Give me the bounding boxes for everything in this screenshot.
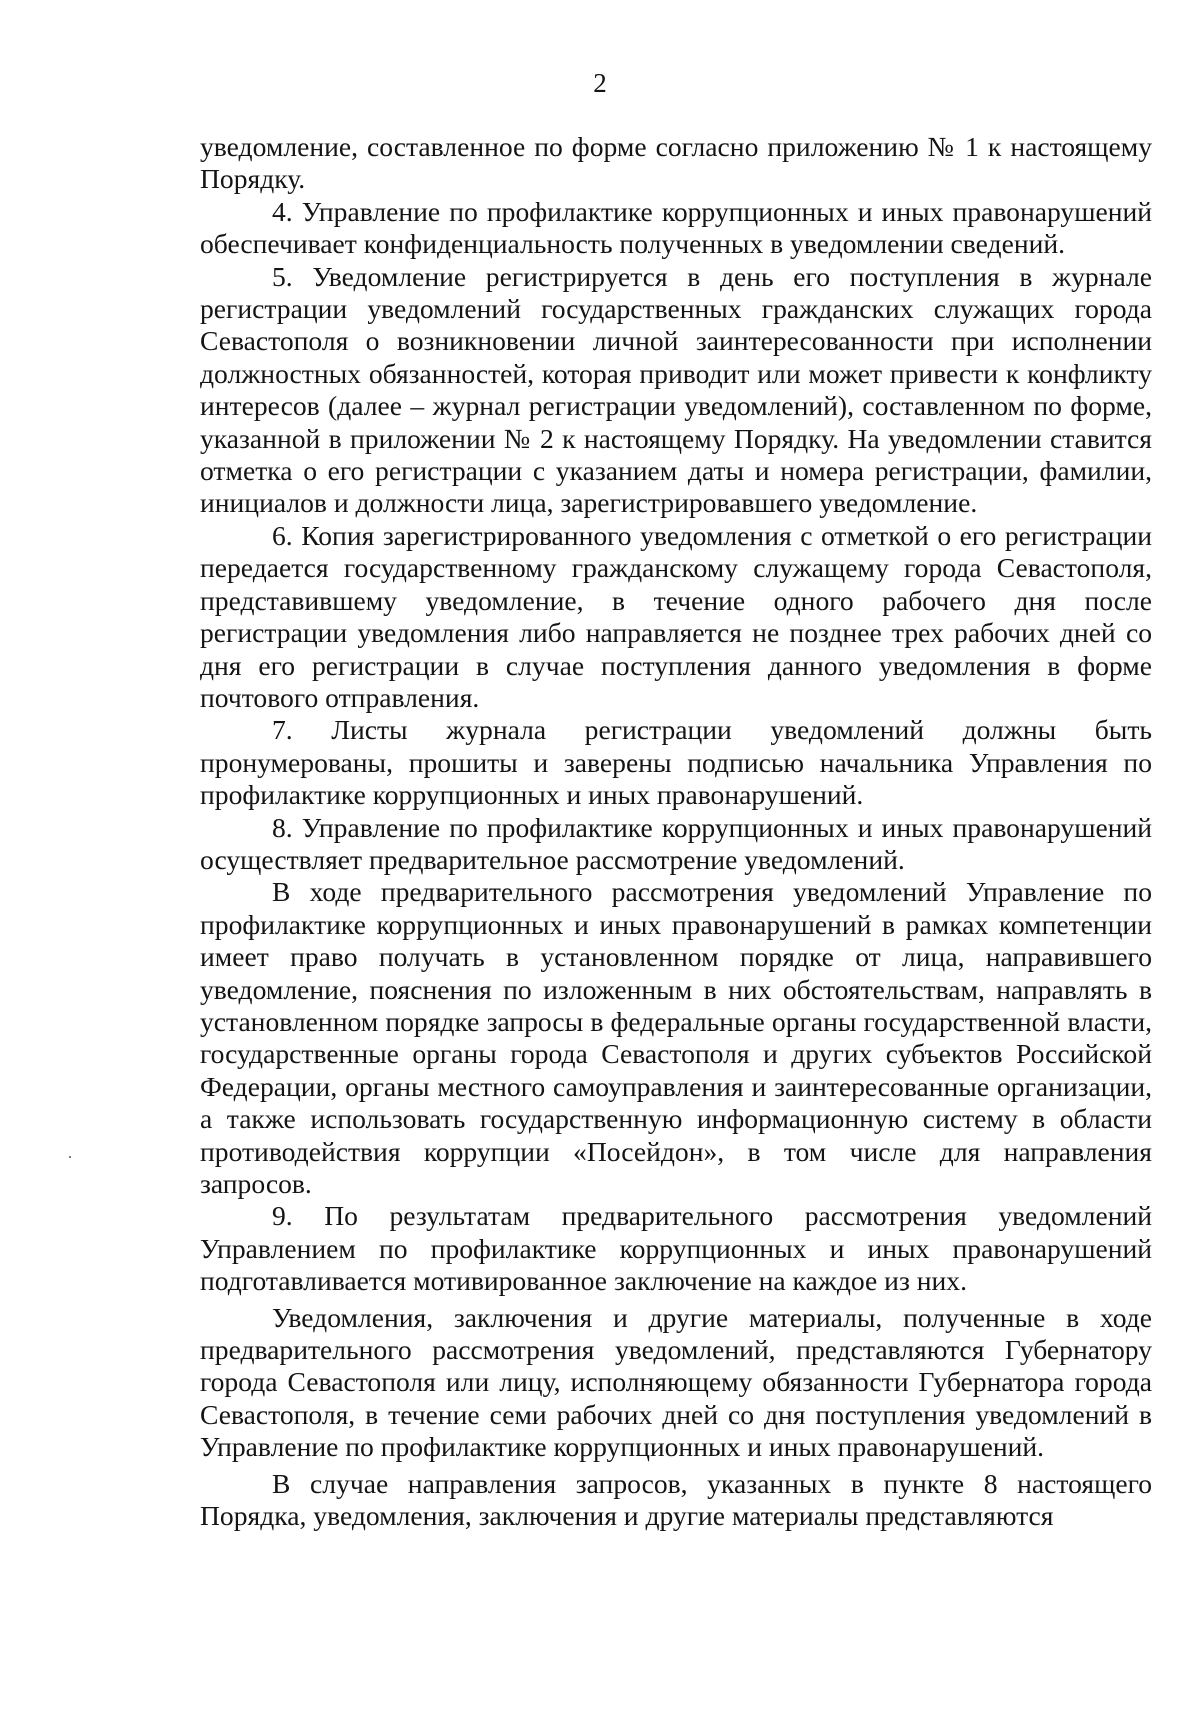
- paragraph-4: 4. Управление по профилактике коррупционных и иных правонарушений обеспечивает конфиденциальность полученных в уведомлении сведений.: [200, 195, 1152, 260]
- paragraph-9: 9. По результатам предварительного рассмотрения уведомлений Управлением по профилактике коррупционных и иных правонарушений подготавливается мотивированное заключение на каждое из них.: [200, 1200, 1152, 1297]
- paragraph-5: 5. Уведомление регистрируется в день его поступления в журнале регистрации уведомлений государственных гражданских служащих города Севастополя о возникновении личной заинтересованности при исполнении должностных обязанностей, которая приводит или может привести к конфликту интересов (далее – журнал регистрации уведомлений), составленном по форме, указанной в приложении № 2 к настоящему Порядку. На уведомлении ставится отметка о его регистрации с указанием даты и номера регистрации, фамилии, инициалов и должности лица, зарегистрировавшего уведомление.: [200, 260, 1152, 519]
- paragraph-7: 7. Листы журнала регистрации уведомлений должны быть пронумерованы, прошиты и заверены подписью начальника Управления по профилактике коррупционных и иных правонарушений.: [200, 714, 1152, 811]
- paragraph-6: 6. Копия зарегистрированного уведомления с отметкой о его регистрации передается государственному гражданскому служащему города Севастополя, представившему уведомление, в течение одного рабочего дня после регистрации уведомления либо направляется не позднее трех рабочих дней со дня его регистрации в случае поступления данного уведомления в форме почтового отправления.: [200, 519, 1152, 713]
- paragraph-9-requests: В случае направления запросов, указанных в пункте 8 настоящего Порядка, уведомления, заключения и другие материалы представляются: [200, 1467, 1152, 1532]
- paragraph-9-submission: Уведомления, заключения и другие материалы, полученные в ходе предварительного рассмотрения уведомлений, представляются Губернатору города Севастополя или лицу, исполняющему обязанности Губернатора города Севастополя, в течение семи рабочих дней со дня поступления уведомлений в Управление по профилактике коррупционных и иных правонарушений.: [200, 1301, 1152, 1463]
- scan-speck: [69, 1156, 71, 1158]
- page-number: 2: [593, 68, 607, 98]
- document-body: [200, 131, 1152, 1532]
- paragraph-8-details: В ходе предварительного рассмотрения уведомлений Управление по профилактике коррупционных и иных правонарушений в рамках компетенции имеет право получать в установленном порядке от лица, направившего уведомление, пояснения по изложенным в них обстоятельствам, направлять в установленном порядке запросы в федеральные органы государственной власти, государственные органы города Севастополя и других субъектов Российской Федерации, органы местного самоуправления и заинтересованные организации, а также использовать государственную информационную систему в области противодействия коррупции «Посейдон», в том числе для направления запросов.: [200, 876, 1152, 1199]
- paragraph-continuation: уведомление, составленное по форме согласно приложению № 1 к настоящему Порядку.: [200, 131, 1152, 195]
- paragraph-8: 8. Управление по профилактике коррупционных и иных правонарушений осуществляет предварительное рассмотрение уведомлений.: [200, 811, 1152, 875]
